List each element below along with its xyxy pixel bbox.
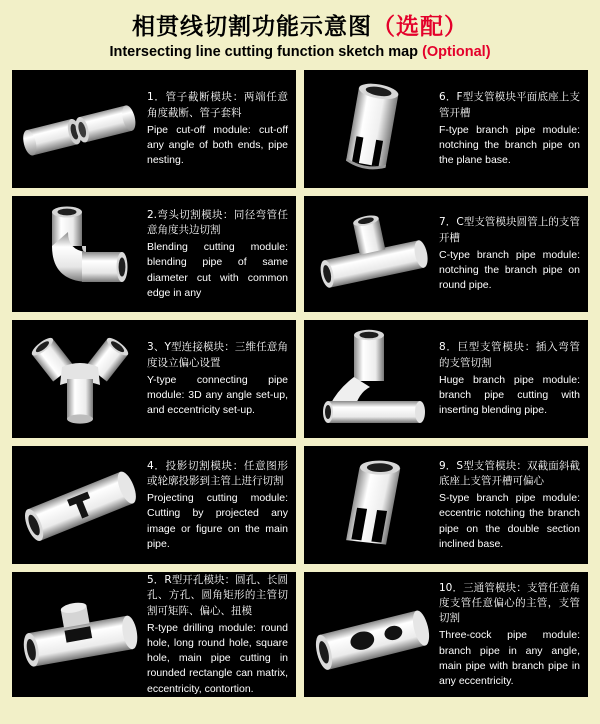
module-cn-2: 2.弯头切割模块：同径弯管任意角度共边切割 [147, 208, 288, 236]
module-en-5: R-type drilling module: round hole, long round hole, square hole, main pipe cutting in rounded rectangle can matrix, eccentricity, contortion. [147, 621, 288, 695]
title-english-optional: (Optional) [422, 44, 491, 61]
module-en-7: C-type branch pipe module: notching the branch pipe on round pipe. [439, 248, 580, 292]
module-card-4 [12, 446, 296, 564]
title-english [12, 44, 588, 60]
f-branch-slot-icon [310, 76, 435, 182]
s-branch-inclined-icon [310, 452, 435, 558]
module-text-6 [435, 76, 582, 182]
module-cn-1: 1．管子截断模块：两端任意角度截断、管子套料 [147, 91, 288, 119]
module-text-5 [143, 574, 290, 695]
module-cn-10: 10．三通管模块：支管任意角度支管任意偏心的主管，支管切割 [439, 581, 580, 625]
module-en-9: S-type branch pipe module: eccentric notching the branch pipe on the double section inclined base. [439, 492, 580, 550]
module-cn-9: 9．S型支管模块：双截面斜截底座上支管开槽可偏心 [439, 459, 580, 487]
c-branch-tee-icon [310, 202, 435, 306]
module-cn-3: 3、Y型连接模块：三维任意角度设立偏心设置 [147, 341, 288, 369]
page-title [12, 8, 588, 60]
module-card-3 [12, 320, 296, 438]
module-text-2 [143, 202, 290, 306]
r-drilling-icon [18, 578, 143, 691]
module-en-6: F-type branch pipe module: notching the branch pipe on the plane base. [439, 123, 580, 167]
module-text-4 [143, 452, 290, 558]
title-chinese [12, 14, 588, 40]
y-branch-icon [18, 326, 143, 432]
module-text-7 [435, 202, 582, 306]
module-cn-8: 8．巨型支管模块：插入弯管的支管切割 [439, 341, 580, 369]
module-card-9 [304, 446, 588, 564]
title-chinese-optional: （选配） [372, 14, 468, 40]
title-chinese-main: 相贯线切割功能示意图 [132, 14, 372, 40]
pipe-cutoff-icon [18, 76, 143, 182]
projected-cut-icon [18, 452, 143, 558]
module-card-10 [304, 572, 588, 697]
module-card-1 [12, 70, 296, 188]
module-text-1 [143, 76, 290, 182]
module-cn-5: 5．R型开孔模块：圆孔、长圆孔、方孔、圆角矩形的主管切割可矩阵、偏心、扭模 [147, 574, 288, 617]
elbow-bend-icon [18, 202, 143, 306]
module-text-8 [435, 326, 582, 432]
title-english-main: Intersecting line cutting function sketch map [109, 44, 419, 61]
module-en-2: Blending cutting module: blending pipe of same diameter cut with common edge in any [147, 241, 288, 299]
huge-branch-icon [310, 326, 435, 432]
module-en-3: Y-type connecting pipe module: 3D any angle set-up, and eccentricity set-up. [147, 373, 288, 417]
module-en-4: Projecting cutting module: Cutting by projected any image or figure on the main pipe. [147, 492, 288, 550]
module-cn-7: 7．C型支管模块圆管上的支管开槽 [439, 216, 580, 244]
module-cn-6: 6．F型支管模块平面底座上支管开槽 [439, 91, 580, 119]
module-card-8 [304, 320, 588, 438]
module-text-9 [435, 452, 582, 558]
module-text-3 [143, 326, 290, 432]
module-en-10: Three-cock pipe module: branch pipe in any angle, main pipe with branch pipe in any eccentricity. [439, 629, 580, 687]
module-en-8: Huge branch pipe module: branch pipe cutting with inserting blending pipe. [439, 373, 580, 417]
three-cock-icon [310, 578, 435, 691]
module-cn-4: 4．投影切割模块：任意图形或轮廓投影到主管上进行切割 [147, 459, 288, 487]
module-text-10 [435, 578, 582, 691]
module-card-7 [304, 196, 588, 312]
module-grid [12, 70, 588, 697]
module-en-1: Pipe cut-off module: cut-off any angle of both ends, pipe nesting. [147, 123, 288, 167]
module-card-6 [304, 70, 588, 188]
module-card-5 [12, 572, 296, 697]
module-card-2 [12, 196, 296, 312]
